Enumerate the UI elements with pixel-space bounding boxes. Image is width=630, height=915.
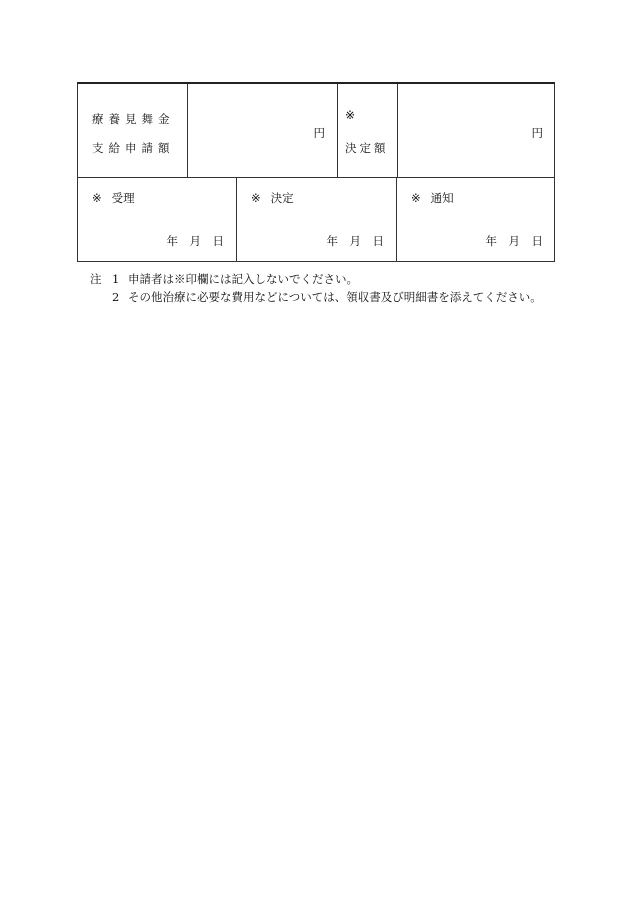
- notes-prefix: 注: [90, 272, 102, 286]
- status-head-received: [92, 190, 135, 206]
- notes-section: [90, 270, 560, 306]
- note-text: その他治療に必要な費用などについては、領収書及び明細書を添えてください。: [128, 290, 542, 304]
- status-head-notified: [411, 190, 454, 206]
- status-cell-received[interactable]: [78, 178, 237, 262]
- note-item: [90, 270, 560, 288]
- status-cell-notified[interactable]: [397, 178, 555, 262]
- amount-row: [78, 84, 554, 178]
- status-label-notified: 通知: [430, 191, 454, 205]
- status-row: [78, 178, 554, 262]
- decision-amount-field[interactable]: [398, 84, 555, 177]
- status-label-received: 受理: [111, 191, 135, 205]
- status-date-received: 年 月 日: [166, 234, 224, 248]
- application-form-table: [77, 82, 555, 262]
- status-cell-decided[interactable]: [237, 178, 397, 262]
- status-date-notified: 年 月 日: [485, 234, 543, 248]
- note-number: 1: [112, 272, 120, 286]
- decision-amount-label-cell: [338, 84, 398, 177]
- status-head-decided: [251, 190, 294, 206]
- office-use-mark: ※: [251, 191, 261, 205]
- decision-amount-yen-unit: 円: [531, 126, 543, 140]
- status-label-decided: 決定: [270, 191, 294, 205]
- office-use-mark: ※: [345, 108, 356, 122]
- requested-amount-label-line1: 療養見舞金: [92, 112, 175, 126]
- requested-amount-yen-unit: 円: [313, 126, 325, 140]
- note-number: 2: [112, 290, 120, 304]
- note-text: 申請者は※印欄には記入しないでください。: [128, 272, 358, 286]
- requested-amount-label-line2: 支給申請額: [92, 141, 175, 155]
- office-use-mark: ※: [92, 191, 102, 205]
- decision-amount-label: 決定額: [345, 141, 389, 155]
- status-date-decided: 年 月 日: [326, 234, 384, 248]
- office-use-mark: ※: [411, 191, 421, 205]
- requested-amount-label-cell: [78, 84, 188, 177]
- note-item: [90, 288, 560, 306]
- requested-amount-field[interactable]: [188, 84, 338, 177]
